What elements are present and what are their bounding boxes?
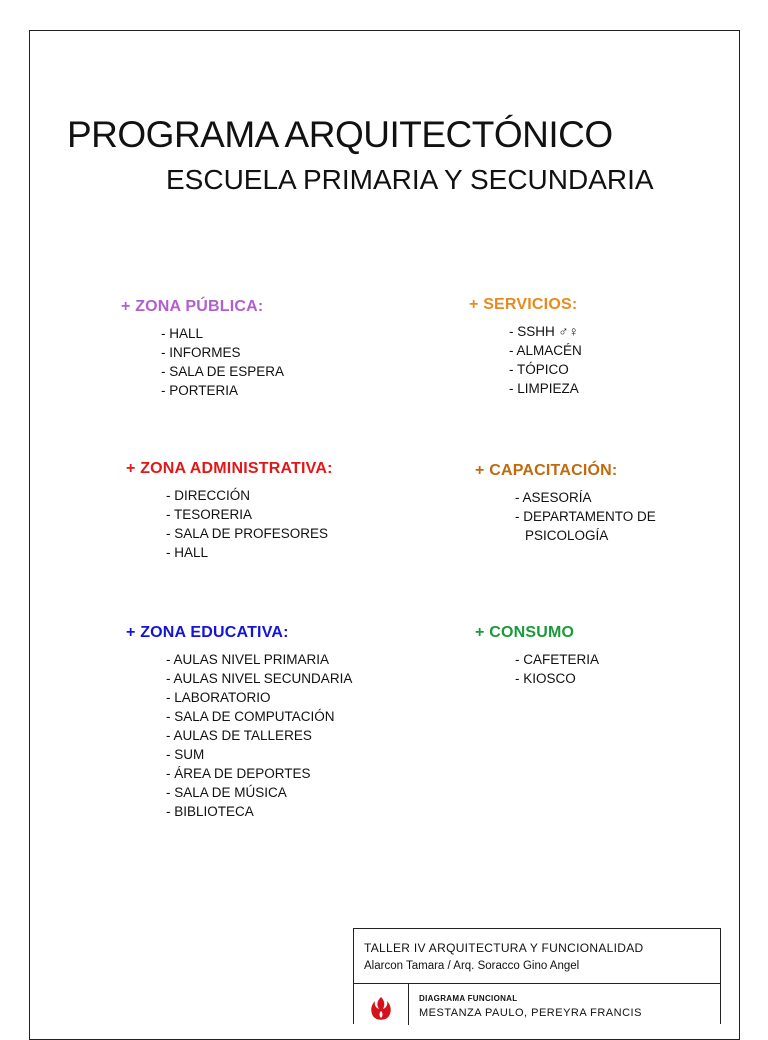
zone-title: + ZONA PÚBLICA: bbox=[121, 298, 264, 315]
title-block-header bbox=[354, 929, 720, 984]
zone-item-list bbox=[121, 324, 284, 400]
zone-title: + ZONA ADMINISTRATIVA: bbox=[126, 460, 333, 477]
list-item: - ASESORÍA bbox=[515, 488, 656, 507]
list-item: - ALMACÉN bbox=[509, 341, 582, 360]
list-item: - LIMPIEZA bbox=[509, 379, 582, 398]
title-block-body bbox=[354, 984, 720, 1025]
zone-item-list bbox=[469, 322, 582, 398]
zone-consumo bbox=[475, 624, 599, 688]
page-subtitle: ESCUELA PRIMARIA Y SECUNDARIA bbox=[166, 164, 654, 195]
list-item: - INFORMES bbox=[161, 343, 284, 362]
zone-publica bbox=[121, 298, 284, 400]
list-item: - TESORERIA bbox=[166, 505, 333, 524]
list-item: - DIRECCIÓN bbox=[166, 486, 333, 505]
list-item: - TÓPICO bbox=[509, 360, 582, 379]
diagram-type: DIAGRAMA FUNCIONAL bbox=[419, 994, 518, 1003]
zone-servicios bbox=[469, 296, 582, 398]
list-item: - LABORATORIO bbox=[166, 688, 352, 707]
list-item: - AULAS DE TALLERES bbox=[166, 726, 352, 745]
flame-logo-icon bbox=[366, 993, 396, 1025]
zone-title: + ZONA EDUCATIVA: bbox=[126, 624, 289, 641]
list-item: - ÁREA DE DEPORTES bbox=[166, 764, 352, 783]
list-item: - KIOSCO bbox=[515, 669, 599, 688]
page-title: PROGRAMA ARQUITECTÓNICO bbox=[67, 114, 613, 155]
list-item: - SSHH ♂♀ bbox=[509, 322, 582, 341]
list-item-continuation: PSICOLOGÍA bbox=[525, 528, 609, 543]
course-name: TALLER IV ARQUITECTURA Y FUNCIONALIDAD bbox=[364, 941, 644, 955]
list-item: - SALA DE ESPERA bbox=[161, 362, 284, 381]
list-item: - BIBLIOTECA bbox=[166, 802, 352, 821]
student-names: MESTANZA PAULO, PEREYRA FRANCIS bbox=[419, 1007, 642, 1019]
list-item: - SALA DE PROFESORES bbox=[166, 524, 333, 543]
zone-title: + CAPACITACIÓN: bbox=[475, 462, 618, 479]
list-item: - AULAS NIVEL SECUNDARIA bbox=[166, 669, 352, 688]
zone-capacitacion bbox=[475, 462, 656, 545]
zone-item-list bbox=[126, 650, 352, 821]
zone-item-list bbox=[126, 486, 333, 562]
title-block-info bbox=[409, 984, 642, 1025]
list-item: - SALA DE COMPUTACIÓN bbox=[166, 707, 352, 726]
zone-administrativa bbox=[126, 460, 333, 562]
zone-educativa bbox=[126, 624, 352, 821]
title-block bbox=[353, 928, 721, 1024]
list-item: - HALL bbox=[166, 543, 333, 562]
zone-item-list bbox=[475, 488, 656, 545]
list-item: - PORTERIA bbox=[161, 381, 284, 400]
university-logo bbox=[354, 984, 409, 1025]
list-item: - AULAS NIVEL PRIMARIA bbox=[166, 650, 352, 669]
zone-item-list bbox=[475, 650, 599, 688]
list-item: - HALL bbox=[161, 324, 284, 343]
zone-title: + CONSUMO bbox=[475, 624, 575, 641]
list-item: - SUM bbox=[166, 745, 352, 764]
zone-title: + SERVICIOS: bbox=[469, 296, 578, 313]
list-item: - CAFETERIA bbox=[515, 650, 599, 669]
instructors: Alarcon Tamara / Arq. Soracco Gino Angel bbox=[364, 960, 580, 972]
list-item: - DEPARTAMENTO DE bbox=[515, 507, 656, 526]
list-item: - SALA DE MÚSICA bbox=[166, 783, 352, 802]
